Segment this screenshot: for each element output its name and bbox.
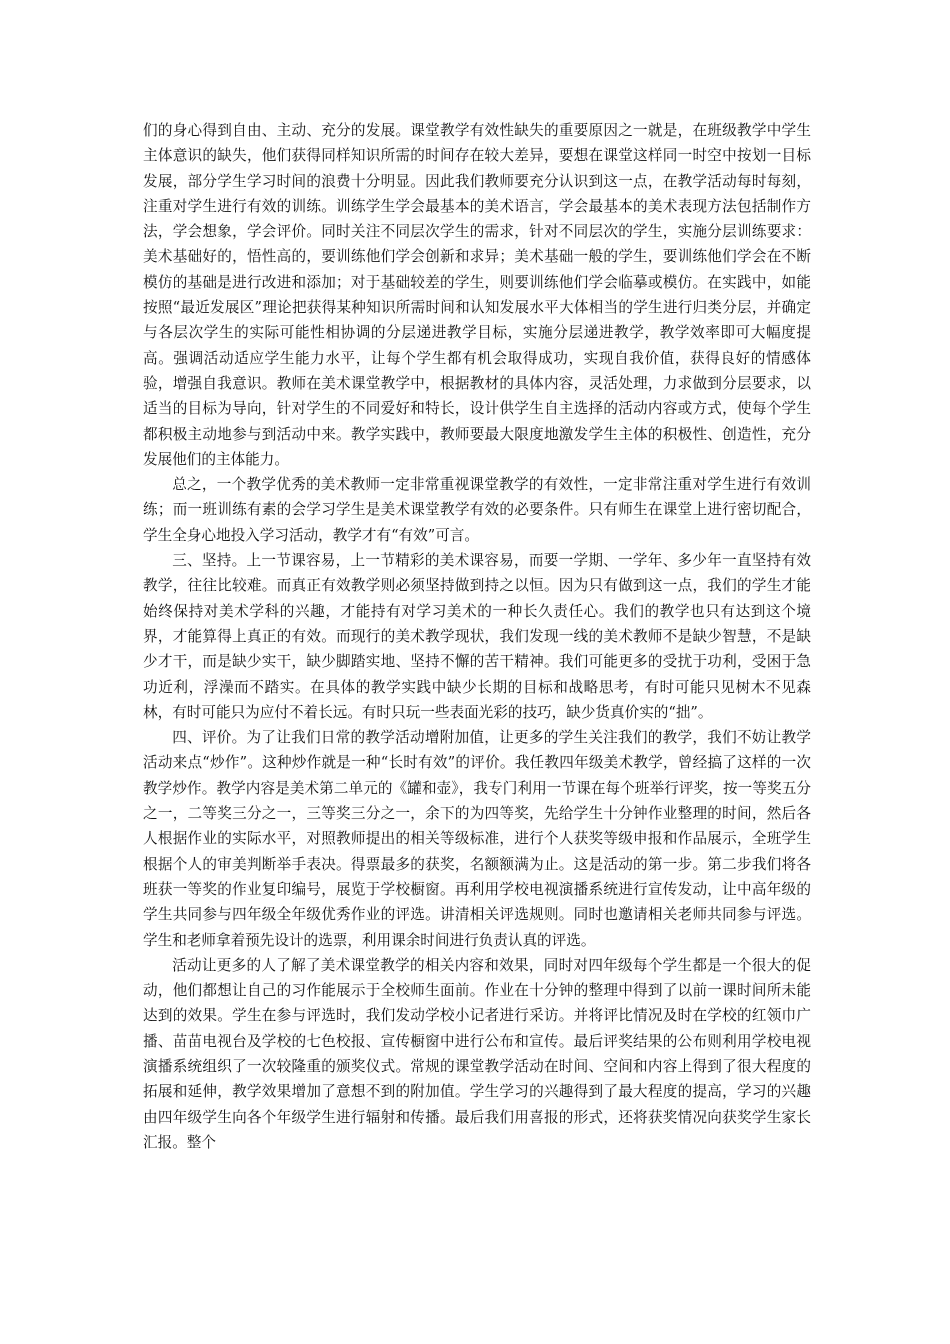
paragraph-activity-outcome: 活动让更多的人了解了美术课堂教学的相关内容和效果，同时对四年级每个学生都是一个很大的促动，他们都想让自己的习作能展示于全校师生面前。作业在十分钟的整理中得到了以前一课时间所未能达到的效果。学生在参与评选时，我们发动学校小记者进行采访。并将评比情况及时在学校的红领巾广播、苗苗电视台及学校的七色校报、宣传橱窗中进行公布和宣传。最后评奖结果的公布则利用学校电视演播系统组织了一次较隆重的颁奖仪式。常规的课堂教学活动在时间、空间和内容上得到了很大程度的拓展和延伸，教学效果增加了意想不到的附加值。学生学习的兴趣得到了最大程度的提高，学习的兴趣由四年级学生向各个年级学生进行辐射和传播。最后我们用喜报的形式，还将获奖情况向获奖学生家长汇报。整个 bbox=[143, 956, 811, 1151]
paragraph-section-evaluation: 四、评价。为了让我们日常的教学活动增附加值，让更多的学生关注我们的教学，我们不妨让教学活动来点“炒作”。这种炒作就是一种“长时有效”的评价。我任教四年级美术教学，曾经搞了这样的一次教学炒作。教学内容是美术第二单元的《罐和壶》，我专门利用一节课在每个班举行评奖，按一等奖五分之一，二等奖三分之一，三等奖三分之一，余下的为四等奖，先给学生十分钟作业整理的时间，然后各人根据作业的实际水平，对照教师提出的相关等级标准，进行个人获奖等级申报和作品展示，全班学生根据个人的审美判断举手表决。得票最多的获奖，名额额满为止。这是活动的第一步。第二步我们将各班获一等奖的作业复印编号，展览于学校橱窗。再利用学校电视演播系统进行宣传发动，让中高年级的学生共同参与四年级全年级优秀作业的评选。讲清相关评选规则。同时也邀请相关老师共同参与评选。学生和老师拿着预先设计的选票，利用课余时间进行负责认真的评选。 bbox=[143, 729, 811, 949]
paragraph-continuation: 们的身心得到自由、主动、充分的发展。课堂教学有效性缺失的重要原因之一就是，在班级教学中学生主体意识的缺失，他们获得同样知识所需的时间存在较大差异，要想在课堂这样同一时空中按划一目标发展，部分学生学习时间的浪费十分明显。因此我们教师要充分认识到这一点，在教学活动每时每刻，注重对学生进行有效的训练。训练学生学会最基本的美术语言，学会最基本的美术表现方法包括制作方法，学会想象，学会评价。同时关注不同层次学生的需求，针对不同层次的学生，实施分层训练要求：美术基础好的，悟性高的，要训练他们学会创新和求异；美术基础一般的学生，要训练他们学会在不断模仿的基础是进行改进和添加；对于基础较差的学生，则要训练他们学会临摹或模仿。在实践中，如能按照“最近发展区”理论把获得某种知识所需时间和认知发展水平大体相当的学生进行归类分层，并确定与各层次学生的实际可能性相协调的分层递进教学目标，实施分层递进教学，教学效率即可大幅度提高。强调活动适应学生能力水平，让每个学生都有机会取得成功，实现自我价值，获得良好的情感体验，增强自我意识。教师在美术课堂教学中，根据教材的具体内容，灵活处理，力求做到分层要求，以适当的目标为导向，针对学生的不同爱好和特长，设计供学生自主选择的活动内容或方式，使每个学生都积极主动地参与到活动中来。教学实践中，教师要最大限度地激发学生主体的积极性、创造性，充分发展他们的主体能力。 bbox=[143, 122, 811, 468]
body-text bbox=[143, 118, 811, 1155]
paragraph-summary: 总之，一个教学优秀的美术教师一定非常重视课堂教学的有效性，一定非常注重对学生进行有效训练；而一班训练有素的会学习学生是美术课堂教学有效的必要条件。只有师生在课堂上进行密切配合，学生全身心地投入学习活动，教学才有“有效”可言。 bbox=[143, 476, 811, 544]
paragraph-section-persistence: 三、坚持。上一节课容易，上一节精彩的美术课容易，而要一学期、一学年、多少年一直坚持有效教学，往往比较难。而真正有效教学则必须坚持做到持之以恒。因为只有做到这一点，我们的学生才能始终保持对美术学科的兴趣，才能持有对学习美术的一种长久责任心。我们的教学也只有达到这个境界，才能算得上真正的有效。而现行的美术教学现状，我们发现一线的美术教师不是缺少智慧，不是缺少才干，而是缺少实干，缺少脚踏实地、坚持不懈的苦干精神。我们可能更多的受扰于功利，受困于急功近利，浮澡而不踏实。在具体的教学实践中缺少长期的目标和战略思考，有时可能只见树木不见森林，有时可能只为应付不着长远。有时只玩一些表面光彩的技巧，缺少货真价实的“拙”。 bbox=[143, 552, 811, 721]
